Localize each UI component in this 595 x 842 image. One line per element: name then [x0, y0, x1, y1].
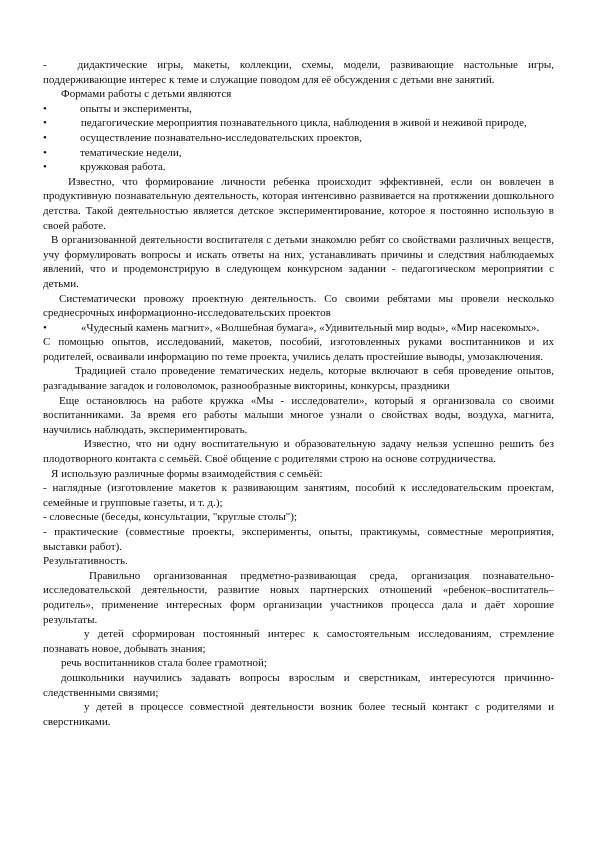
- bullet-marker: •: [43, 321, 47, 334]
- projects-list-item: [43, 321, 554, 336]
- paragraph-forms-family: Я использую различные формы взаимодействия с семьёй:: [51, 467, 323, 480]
- list-item: - наглядные (изготовление макетов к развивающим занятиям, пособий к исследовательским проектам, семейные и групповые газеты, и т. д.);: [43, 482, 554, 509]
- list-item: у детей сформирован постоянный интерес к самостоятельным исследованиям, стремление познавать новое, добывать знания;: [43, 628, 554, 655]
- intro-list-item: [43, 58, 554, 87]
- paragraph-results: Правильно организованная предметно-развивающая среда, организация познавательно-исследовательской деятельности, развитие новых партнерских отношений «ребенок–воспитатель–родитель», применение интересных форм организации участников процесса дала и даёт хорошие результаты.: [43, 569, 554, 626]
- paragraph-tradition: Традицией стало проведение тематических недель, которые включают в себя проведение опытов, разгадывание загадок и головоломок, разнообразные викторины, конкурсы, праздники: [43, 365, 554, 393]
- intro-item-text: дидактические игры, макеты, коллекции, схемы, модели, развивающие настольные игры, поддерживающие интерес к теме и служащие поводом для её обсуждения с детьми вне занятий.: [43, 59, 554, 86]
- list-item-text: опыты и эксперименты,: [80, 102, 192, 115]
- list-item: у детей в процессе совместной деятельности возник более тесный контакт с родителями и сверстниками.: [43, 701, 554, 728]
- list-item-text: тематические недели,: [80, 146, 182, 159]
- forms-heading: Формами работы с детьми являются: [61, 88, 232, 101]
- list-item-text: «Чудесный камень магнит», «Волшебная бумага», «Удивительный мир воды», «Мир насекомых».: [80, 321, 540, 334]
- list-item: [43, 146, 554, 161]
- bullet-marker: •: [43, 146, 47, 159]
- paragraph-circle: Еще остановлюсь на работе кружка «Мы - исследователи», который я организовала со своими воспитанниками. За время его работы малыши многое узнали о свойствах воды, воздуха, магнита, научились наблюдать, экспериментировать.: [43, 394, 554, 436]
- list-item: - практические (совместные проекты, эксперименты, опыты, практикумы, совместные мероприятия, выставки работ).: [43, 526, 554, 553]
- paragraph-systematic: Систематически провожу проектную деятельность. Со своими ребятами мы провели несколько среднесрочных информационно-исследовательских проектов: [43, 292, 554, 320]
- list-item: [43, 131, 554, 146]
- list-item: - словесные (беседы, консультации, "круглые столы");: [43, 511, 298, 524]
- forms-list: [43, 102, 554, 175]
- list-item-text: кружковая работа.: [80, 161, 166, 174]
- dash-marker: -: [43, 59, 47, 71]
- results-heading: Результативность.: [43, 555, 128, 568]
- results-list: [43, 627, 554, 729]
- paragraph-help: С помощью опытов, исследований, макетов, пособий, изготовленных руками воспитанников и их родителей, осваивали информацию по теме проекта, учились делать простейшие выводы, умозаключения.: [43, 336, 554, 363]
- list-item: речь воспитанников стала более грамотной;: [61, 657, 267, 670]
- bullet-marker: •: [43, 161, 47, 174]
- list-item: [43, 160, 554, 175]
- family-forms-list: [43, 481, 554, 554]
- bullet-marker: •: [43, 117, 47, 130]
- document-page: [43, 58, 554, 729]
- list-item: [43, 102, 554, 117]
- paragraph-known: Известно, что формирование личности ребенка происходит эффективней, если он вовлечен в продуктивную познавательную деятельность, которая интенсивно развивается на протяжении дошкольного детства. Такой деятельностью является детское экспериментирование, которое я постоянно использую в своей работе.: [43, 175, 554, 232]
- bullet-marker: •: [43, 102, 47, 115]
- paragraph-family: Известно, что ни одну воспитательную и образовательную задачу нельзя успешно решить без плодотворного контакта с семьёй. Своё общение с родителями строю на основе сотрудничества.: [43, 438, 554, 466]
- list-item: [43, 116, 554, 131]
- list-item-text: педагогические мероприятия познавательного цикла, наблюдения в живой и неживой природе,: [80, 117, 527, 130]
- paragraph-organized: В организованной деятельности воспитателя с детьми знакомлю ребят со свойствами различных веществ, учу формулировать вопросы и искать ответы на них, устанавливать причины и следствия наблюдаемых явлений, что и продемонстрирую в следующем конкурсном задании - педагогическом мероприятии с детьми.: [43, 234, 554, 290]
- bullet-marker: •: [43, 131, 47, 144]
- list-item-text: осуществление познавательно-исследовательских проектов,: [80, 131, 362, 144]
- list-item: дошкольники научились задавать вопросы взрослым и сверстникам, интересуются причинно-следственными связями;: [43, 671, 554, 699]
